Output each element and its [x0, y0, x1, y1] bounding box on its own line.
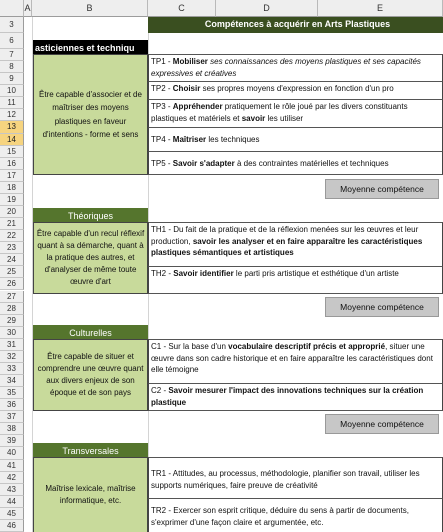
row-header[interactable]: 12: [0, 109, 24, 121]
row-header[interactable]: 30: [0, 327, 24, 339]
row-header[interactable]: 13: [0, 121, 24, 133]
column-header-c[interactable]: C: [148, 0, 216, 17]
competence-item-tp1[interactable]: TP1 - Mobiliser ses connaissances des moyens plastiques et ses capacités expressives et créatives: [148, 54, 443, 82]
row-header[interactable]: 43: [0, 484, 24, 496]
section-band-techniques[interactable]: asticiennes et techniqu: [33, 40, 148, 54]
competence-item-tp4[interactable]: TP4 - Maîtriser les techniques: [148, 128, 443, 152]
section-description[interactable]: Être capable d'associer et de maîtriser des moyens plastiques en faveur d'intentions - forme et sens: [33, 54, 148, 175]
row-header[interactable]: 6: [0, 33, 24, 49]
row-header[interactable]: 34: [0, 375, 24, 387]
section-band-culturelles[interactable]: Culturelles: [33, 325, 148, 339]
row-header[interactable]: 21: [0, 218, 24, 230]
section-description[interactable]: Être capable d'un recul réflexif quant à sa démarche, quant à la pratique des autres, et d'analyser de même toute œuvre d'art: [33, 222, 148, 294]
competence-item-tp2[interactable]: TP2 - Choisir ses propres moyens d'expression en fonction d'un pro: [148, 82, 443, 100]
corner-cell[interactable]: [0, 0, 24, 17]
row-header[interactable]: 27: [0, 291, 24, 303]
row-header[interactable]: 44: [0, 496, 24, 508]
row-header[interactable]: 33: [0, 363, 24, 375]
row-header[interactable]: 8: [0, 61, 24, 73]
average-competence-button[interactable]: Moyenne compétence: [325, 297, 439, 317]
row-header[interactable]: 15: [0, 146, 24, 158]
row-header[interactable]: 41: [0, 460, 24, 472]
row-header[interactable]: 14: [0, 134, 24, 146]
row-header[interactable]: 9: [0, 73, 24, 85]
average-competence-button[interactable]: Moyenne compétence: [325, 179, 439, 199]
header-banner[interactable]: [148, 17, 443, 33]
section-band-theoriques[interactable]: Théoriques: [33, 208, 148, 222]
page-title: Compétences à acquérir en Arts Plastiques: [204, 19, 391, 29]
competence-item-tp5[interactable]: TP5 - Savoir s'adapter à des contraintes matérielles et techniques: [148, 152, 443, 175]
row-header[interactable]: 3: [0, 17, 24, 33]
row-header[interactable]: 37: [0, 411, 24, 423]
row-header[interactable]: 35: [0, 387, 24, 399]
row-header[interactable]: 31: [0, 339, 24, 351]
section-band-transversales[interactable]: Transversales: [33, 443, 148, 457]
row-header[interactable]: 24: [0, 254, 24, 266]
row-header[interactable]: 45: [0, 508, 24, 520]
row-header[interactable]: 20: [0, 206, 24, 218]
competence-item-tr1[interactable]: TR1 - Attitudes, au processus, méthodologie, planifier son travail, utiliser les supports numériques, faire preuve de créativité: [148, 457, 443, 499]
row-header[interactable]: 17: [0, 170, 24, 182]
row-header[interactable]: 23: [0, 242, 24, 254]
column-header-e[interactable]: E: [318, 0, 443, 17]
competence-item-c1[interactable]: C1 - Sur la base d'un vocabulaire descriptif précis et approprié, situer une œuvre dans son cadre historique et en faire apparaître les caractéristiques dont elle témoigne: [148, 339, 443, 384]
row-header[interactable]: 19: [0, 194, 24, 206]
row-header[interactable]: 29: [0, 315, 24, 327]
row-header[interactable]: 32: [0, 351, 24, 363]
row-header[interactable]: 26: [0, 278, 24, 290]
row-header[interactable]: 28: [0, 303, 24, 315]
row-header[interactable]: 39: [0, 435, 24, 447]
column-header-b[interactable]: B: [32, 0, 148, 17]
competence-item-c2[interactable]: C2 - Savoir mesurer l'impact des innovations techniques sur la création plastique: [148, 384, 443, 411]
row-header[interactable]: 38: [0, 423, 24, 435]
row-header[interactable]: 10: [0, 85, 24, 97]
row-header[interactable]: 7: [0, 49, 24, 61]
section-description[interactable]: Maîtrise lexicale, maîtrise informatique, etc.: [33, 457, 148, 532]
competence-item-tr2[interactable]: TR2 - Exercer son esprit critique, déduire du sens à partir de documents, s'exprimer d'une façon claire et argumentée, etc.: [148, 499, 443, 532]
competence-item-th2[interactable]: TH2 - Savoir identifier le parti pris artistique et esthétique d'un artiste: [148, 267, 443, 294]
competence-item-th1[interactable]: TH1 - Du fait de la pratique et de la réflexion menées sur les œuvres et leur production, savoir les analyser et en faire apparaître les caractéristiques plastiques sémantiques et artistiques: [148, 222, 443, 267]
row-header[interactable]: 16: [0, 158, 24, 170]
row-header[interactable]: 40: [0, 447, 24, 459]
row-header[interactable]: 11: [0, 97, 24, 109]
average-competence-button[interactable]: Moyenne compétence: [325, 414, 439, 434]
row-header[interactable]: 22: [0, 230, 24, 242]
row-header[interactable]: 18: [0, 182, 24, 194]
row-header[interactable]: 42: [0, 472, 24, 484]
section-description[interactable]: Être capable de situer et comprendre une œuvre quant aux divers enjeux de son époque et de son pays: [33, 339, 148, 411]
row-header[interactable]: 36: [0, 399, 24, 411]
column-header-a[interactable]: A: [24, 0, 32, 17]
row-header[interactable]: 46: [0, 520, 24, 532]
column-header-d[interactable]: D: [216, 0, 318, 17]
competence-item-tp3[interactable]: TP3 - Appréhender pratiquement le rôle joué par les divers constituants plastiques et matériels et savoir les utiliser: [148, 100, 443, 128]
row-header[interactable]: 25: [0, 266, 24, 278]
